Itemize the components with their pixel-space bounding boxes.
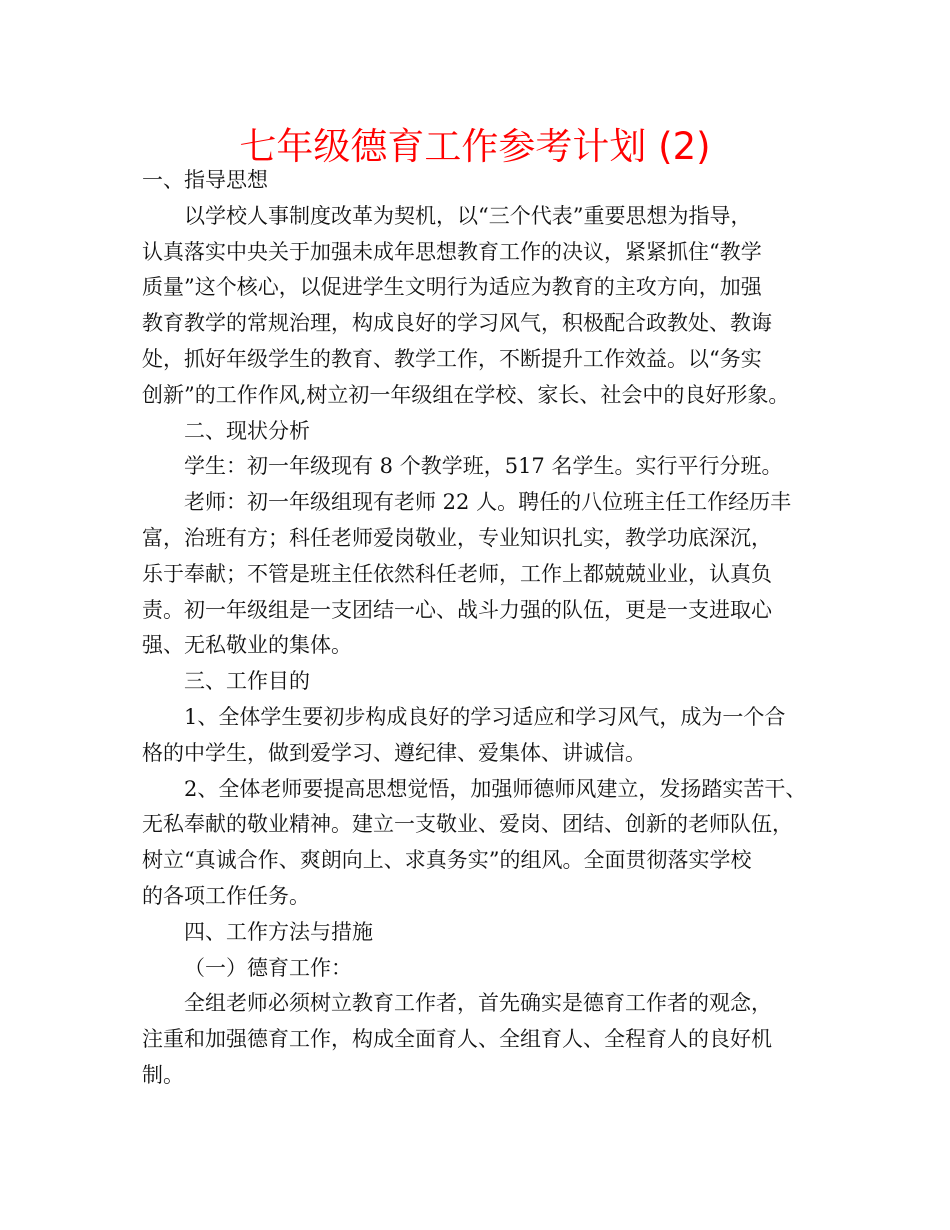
text-line: 乐于奉献；不管是班主任依然科任老师，工作上都兢兢业业，认真负: [142, 561, 772, 586]
text-line: 二、现状分析: [184, 418, 310, 443]
text-line: 一、指导思想: [142, 168, 268, 192]
text-line: 以学校人事制度改革为契机，以“三个代表”重要思想为指导，: [184, 203, 752, 228]
text-line: 全组老师必须树立教育工作者，首先确实是德育工作者的观念，: [184, 991, 772, 1016]
text-line: 强、无私敬业的集体。: [142, 633, 352, 658]
text-line: 认真落实中央关于加强未成年思想教育工作的决议，紧紧抓住“教学: [142, 239, 762, 264]
text-line: 树立“真诚合作、爽朗向上、求真务实”的组风。全面贯彻落实学校: [142, 848, 752, 873]
text-line: 老师：初一年级组现有老师 22 人。聘任的八位班主任工作经历丰: [184, 490, 792, 515]
text-line: 无私奉献的敬业精神。建立一支敬业、爱岗、团结、创新的老师队伍，: [142, 812, 793, 837]
text-line: 处，抓好年级学生的教育、教学工作，不断提升工作效益。以“务实: [142, 346, 762, 371]
document-title: 七年级德育工作参考计划 (2): [239, 125, 711, 168]
text-line: 教育教学的常规治理，构成良好的学习风气，积极配合政教处、教诲: [142, 311, 772, 336]
text-line: 2、全体老师要提高思想觉悟，加强师德师风建立，发扬踏实苦干、: [184, 776, 807, 801]
text-line: 创新”的工作作风,树立初一年级组在学校、家长、社会中的良好形象。: [142, 382, 790, 407]
text-line: 责。初一年级组是一支团结一心、战斗力强的队伍，更是一支进取心: [142, 597, 772, 622]
text-line: 质量”这个核心，以促进学生文明行为适应为教育的主攻方向，加强: [142, 275, 762, 300]
text-line: 三、工作目的: [184, 669, 310, 694]
text-line: 格的中学生，做到爱学习、遵纪律、爱集体、讲诚信。: [142, 740, 646, 765]
text-line: 学生：初一年级现有 8 个教学班，517 名学生。实行平行分班。: [184, 454, 783, 479]
text-line: （一）德育工作：: [184, 955, 352, 980]
document-body: [142, 163, 832, 1094]
text-line: 富，治班有方；科任老师爱岗敬业，专业知识扎实，教学功底深沉，: [142, 525, 772, 550]
text-line: 制。: [142, 1062, 184, 1087]
text-line: 四、工作方法与措施: [184, 919, 373, 944]
text-line: 注重和加强德育工作，构成全面育人、全组育人、全程育人的良好机: [142, 1027, 772, 1052]
text-line: 1、全体学生要初步构成良好的学习适应和学习风气，成为一个合: [184, 704, 786, 729]
text-line: 的各项工作任务。: [142, 883, 310, 908]
